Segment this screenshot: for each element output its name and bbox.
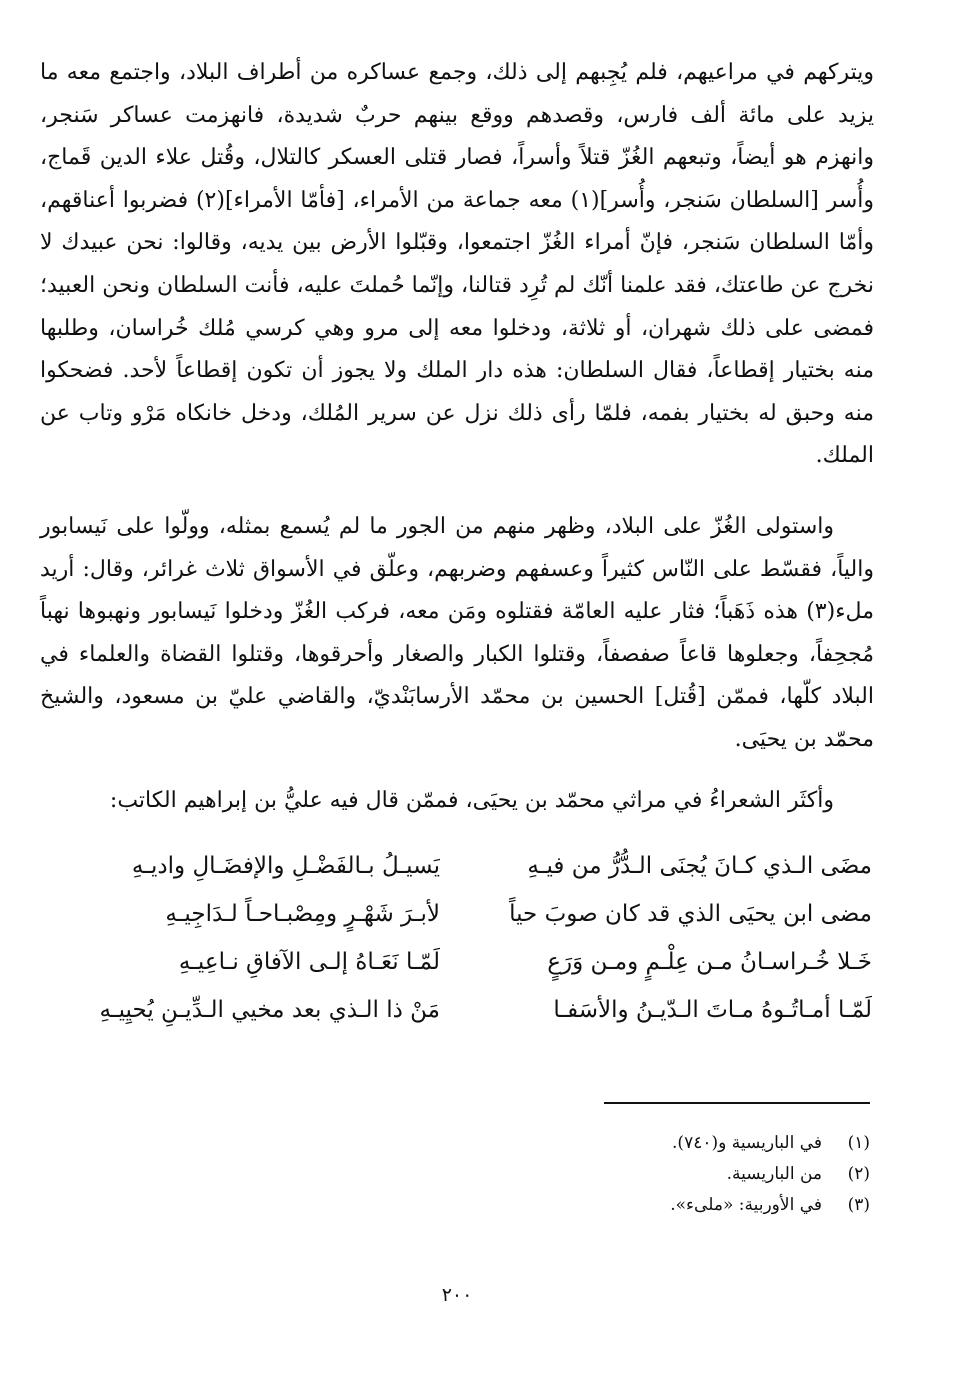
footnote-text: في الباريسية و(٧٤٠). — [672, 1133, 822, 1153]
verse-second-hemistich: لَمّـا نَعَـاهُ إلـى الآفاقِ نـاعِيـهِ — [178, 949, 440, 976]
footnote-item — [40, 1190, 874, 1221]
verse-first-hemistich: مضى ابن يحيَى الذي قد كان صوبَ حياً — [509, 901, 872, 928]
footnote-text: من الباريسية. — [726, 1164, 822, 1184]
footnote-item — [40, 1128, 874, 1159]
book-page — [40, 52, 874, 1362]
paragraph-1: ويتركهم في مراعيهم، فلم يُجِبهم إلى ذلك، وجمع عساكره من أطراف البلاد، واجتمع معه ما يزيد على مائة ألف فارس، وقصدهم ووقع بينهم حربٌ شديدة، فانهزمت عساكر سَنجر، وانهزم هو أيضاً، وتبعهم الغُزّ قتلاً وأسراً، فصار قتلى العسكر كالتلال، وقُتل علاء الدين قَماج، وأُسر [السلطان سَنجر، وأُسر](١) معه جماعة من الأمراء، [فأمّا الأمراء](٢) فضربوا أعناقهم، وأمّا السلطان سَنجر، فإنّ أمراء الغُزّ اجتمعوا، وقبّلوا الأرض بين يديه، وقالوا: نحن عبيدك لا نخرج عن طاعتك، فقد علمنا أنّك لم تُرِد قتالنا، وإنّما حُملتَ عليه، فأنت السلطان ونحن العبيد؛ فمضى على ذلك شهران، أو ثلاثة، ودخلوا معه إلى مرو وهي كرسي مُلك خُراسان، وطلبها منه بختيار إقطاعاً، فقال السلطان: هذه دار الملك ولا يجوز أن تكون إقطاعاً لأحد. فضحكوا منه وحبق له بختيار بفمه، فلمّا رأى ذلك نزل عن سرير المُلك، ودخل خانكاه مَرْو وتاب عن الملك. — [40, 60, 874, 469]
verse-line — [40, 890, 874, 938]
footnote-number: (٢) — [847, 1164, 870, 1184]
verse-second-hemistich: لأبـرَ شَهْـرٍ ومِصْبـاحـاً لـدَاجِيـهِ — [165, 901, 440, 928]
verse-second-hemistich: يَسيـلُ بـالفَضْـلِ والإفضَـالِ واديـهِ — [131, 853, 440, 880]
verse-first-hemistich: لَمّـا أمـاتُـوهُ مـاتَ الـدّيـنُ والأسَفـا — [553, 997, 872, 1024]
verse-first-hemistich: مضَى الـذي كـانَ يُجنَى الـدُّرُّ من فيـهِ — [527, 853, 872, 880]
verse-line — [40, 986, 874, 1034]
paragraph-2: واستولى الغُزّ على البلاد، وظهر منهم من الجور ما لم يُسمع بمثله، وولّوا على نَيسابور والياً، فقسّط على النّاس كثيراً وعسفهم وضربهم، وعلّق في الأسواق ثلاث غرائر، وقال: أريد ملء(٣) هذه ذَهَباً؛ فثار عليه العامّة فقتلوه ومَن معه، فركب الغُزّ ودخلوا نَيسابور ونهبوها نهباً مُجحِفاً، وجعلوها قاعاً صفصفاً، وقتلوا الكبار والصغار وأحرقوها، وقتلوا القضاة والعلماء في البلاد كلّها، فممّن [قُتل] الحسين بن محمّد الأرسابَنْديّ، والقاضي عليّ بن مسعود، والشيخ محمّد بن يحيَى. — [40, 513, 874, 752]
footnote-number: (١) — [847, 1133, 870, 1153]
verse-second-hemistich: مَنْ ذا الـذي بعد مخيي الـدِّيـنِ يُحيِيـهِ — [99, 997, 440, 1024]
footnotes — [40, 1128, 874, 1221]
verse-line — [40, 842, 874, 890]
footnote-divider — [604, 1102, 870, 1104]
page-number: ٢٠٠ — [441, 1284, 473, 1306]
paragraph-3: وأكثَر الشعراءُ في مراثي محمّد بن يحيَى، فممّن قال فيه عليُّ بن إبراهيم الكاتب: — [109, 787, 834, 813]
footnote-item — [40, 1159, 874, 1190]
verse-first-hemistich: خَـلا خُـراسـانُ مـن عِلْـمٍ ومـن وَرَعٍ — [547, 949, 872, 976]
footnote-number: (٣) — [847, 1195, 870, 1215]
footnote-text: في الأوربية: «ملىء». — [670, 1195, 822, 1215]
poem-verses — [40, 842, 874, 1034]
verse-line — [40, 938, 874, 986]
